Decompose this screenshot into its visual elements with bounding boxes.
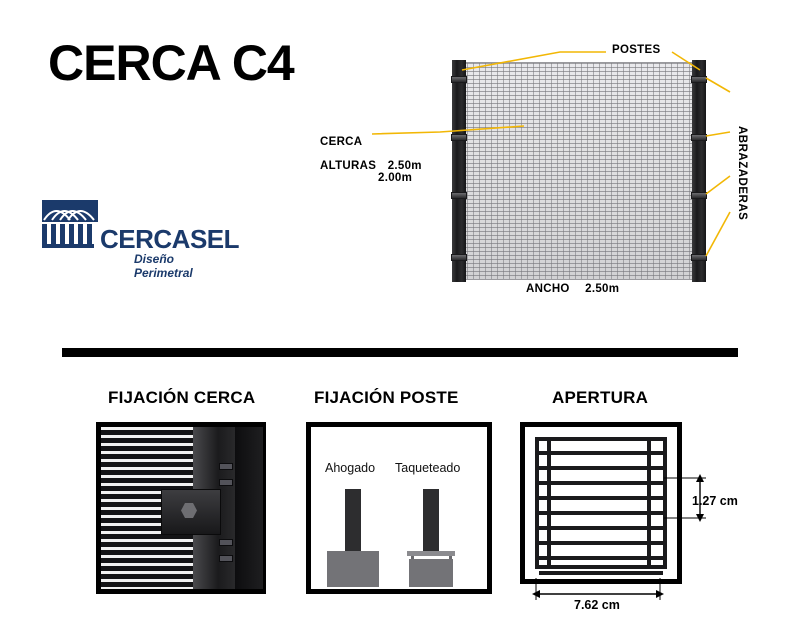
panel-apertura xyxy=(520,422,682,584)
apertura-horizontal-bar xyxy=(539,526,663,530)
apertura-horizontal-bar xyxy=(539,481,663,485)
clamp xyxy=(691,254,707,261)
fence-mesh-panel xyxy=(460,62,698,280)
dimension-vertical-label: 1.27 cm xyxy=(692,494,738,508)
apertura-horizontal-bar xyxy=(539,496,663,500)
logo-wordmark: CERCASEL xyxy=(100,224,240,254)
post-taqueteado xyxy=(423,489,439,551)
clamp xyxy=(451,192,467,199)
screw-icon xyxy=(219,539,233,546)
base-ahogado xyxy=(327,551,379,587)
apertura-frame xyxy=(535,437,667,569)
apertura-vertical-bar xyxy=(547,441,551,565)
apertura-horizontal-bar xyxy=(539,451,663,455)
clamp xyxy=(691,134,707,141)
label-taqueteado: Taqueteado xyxy=(395,461,461,475)
clamp xyxy=(451,254,467,261)
fence-post-right xyxy=(692,60,706,282)
apertura-horizontal-bar xyxy=(539,466,663,470)
label-ancho-title: ANCHO xyxy=(526,283,570,295)
screw-icon xyxy=(219,555,233,562)
cercasel-logo-icon xyxy=(42,200,98,248)
label-alturas-title: ALTURAS xyxy=(320,160,377,172)
label-abrazaderas: ABRAZADERAS xyxy=(736,126,748,221)
dimension-horizontal-label: 7.62 cm xyxy=(574,598,620,612)
label-postes: POSTES xyxy=(612,44,661,56)
panel-fijacion-poste xyxy=(306,422,492,594)
logo-tagline: Diseño Perimetral xyxy=(134,252,193,280)
screw-icon xyxy=(219,479,233,486)
label-alturas xyxy=(320,160,422,184)
fence-illustration xyxy=(448,62,710,280)
label-cerca: CERCA xyxy=(320,136,363,148)
label-ahogado: Ahogado xyxy=(325,461,376,475)
section-title-fijacion-poste: FIJACIÓN POSTE xyxy=(314,388,459,407)
base-taqueteado xyxy=(409,559,453,587)
logo xyxy=(42,200,240,280)
apertura-vertical-bar xyxy=(647,441,651,565)
apertura-horizontal-bar xyxy=(539,571,663,575)
section-title-apertura: APERTURA xyxy=(552,388,649,407)
photo-post-shadow xyxy=(235,427,263,589)
clamp xyxy=(691,192,707,199)
plate-taqueteado xyxy=(407,551,455,556)
label-ancho xyxy=(526,283,619,295)
panel-fijacion-cerca xyxy=(96,422,266,594)
section-title-fijacion-cerca: FIJACIÓN CERCA xyxy=(108,388,256,407)
clamp xyxy=(691,76,707,83)
post-ahogado xyxy=(345,489,361,551)
page-title: CERCA C4 xyxy=(48,35,294,91)
screw-icon xyxy=(219,463,233,470)
label-altura-1: 2.50m xyxy=(387,160,422,172)
apertura-horizontal-bar xyxy=(539,511,663,515)
apertura-horizontal-bar xyxy=(539,556,663,560)
fence-post-left xyxy=(452,60,466,282)
label-altura-2: 2.00m xyxy=(378,172,413,184)
section-divider xyxy=(62,348,738,357)
clamp xyxy=(451,134,467,141)
apertura-horizontal-bar xyxy=(539,541,663,545)
label-ancho-value: 2.50m xyxy=(585,283,620,295)
clamp xyxy=(451,76,467,83)
